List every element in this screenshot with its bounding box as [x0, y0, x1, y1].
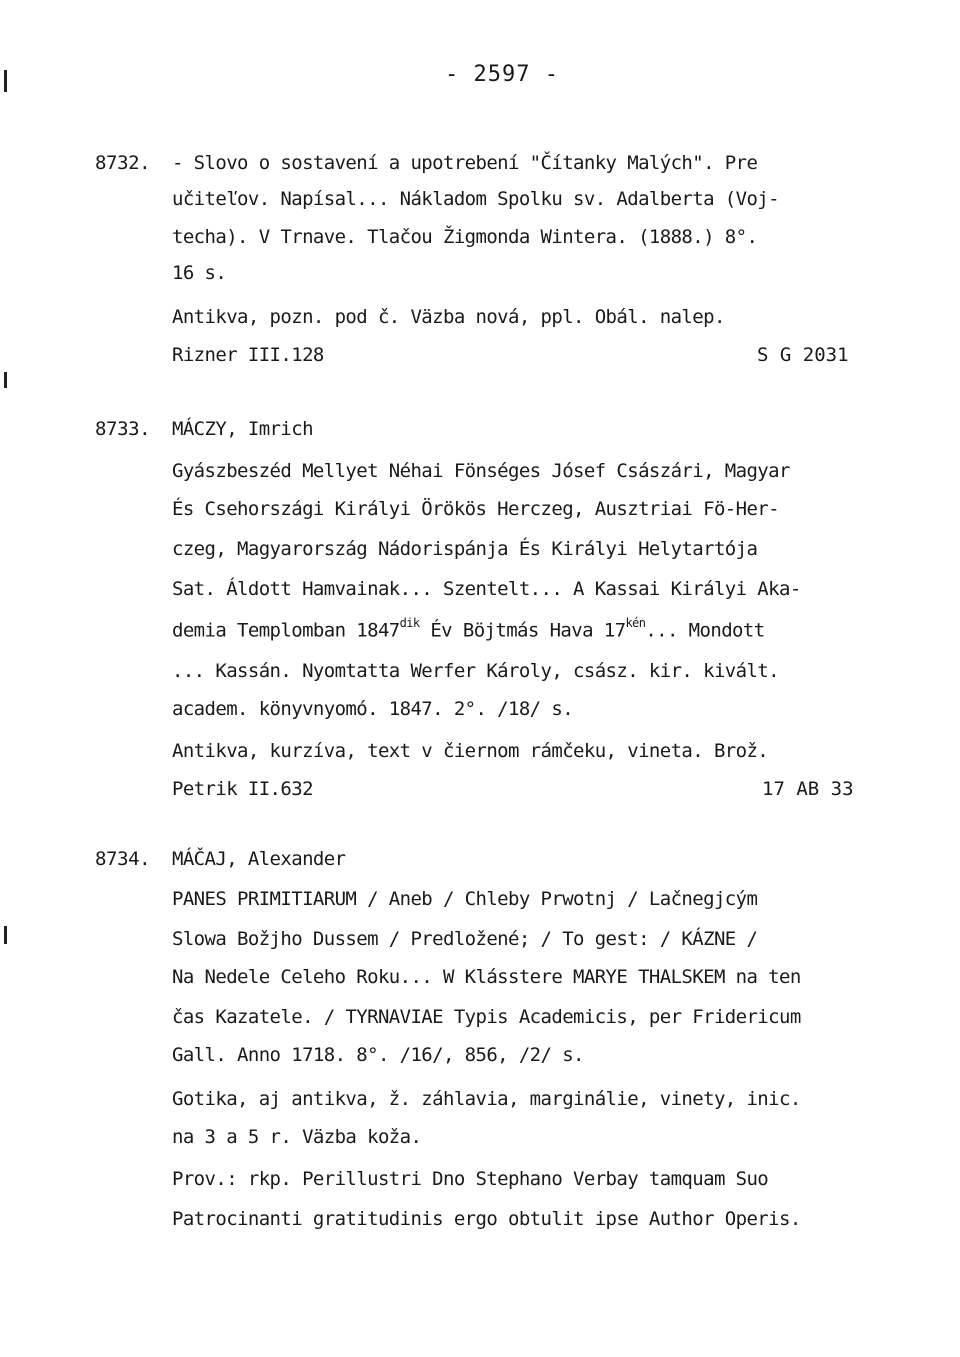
entry-line: czeg, Magyarország Nádorispánja És Királyi Helytartója	[172, 538, 758, 560]
entry-line: Antikva, kurzíva, text v čiernom rámčeku, vineta. Brož.	[172, 740, 769, 762]
superscript-ken: kén	[625, 616, 646, 630]
bibliographic-reference: Petrik II.632	[172, 778, 313, 800]
entry-author: MÁCZY, Imrich	[172, 418, 313, 440]
entry-line: učiteľov. Napísal... Nákladom Spolku sv. Adalberta (Voj-	[172, 188, 779, 210]
entry-line	[172, 618, 765, 641]
entry-line: 16 s.	[172, 262, 227, 284]
entry-line: academ. könyvnyomó. 1847. 2°. /18/ s.	[172, 698, 574, 720]
entry-line: És Csehországi Királyi Örökös Herczeg, Ausztriai Fö-Her-	[172, 498, 779, 520]
entry-line-part: ... Mondott	[645, 619, 765, 642]
scan-edge-mark	[4, 926, 7, 944]
shelf-signature: 17 AB 33	[762, 778, 854, 800]
entry-line: - Slovo o sostavení a upotrebení "Čítanky Malých". Pre	[172, 152, 758, 174]
entry-line: Slowa Božjho Dussem / Predložené; / To gest: / KÁZNE /	[172, 928, 758, 950]
entry-number: 8732.	[95, 152, 151, 174]
entry-number: 8733.	[95, 418, 151, 440]
entry-line: PANES PRIMITIARUM / Aneb / Chleby Prwotnj / Lačnegjcým	[172, 888, 758, 910]
scan-edge-mark	[4, 372, 7, 388]
entry-line: čas Kazatele. / TYRNAVIAE Typis Academicis, per Fridericum	[172, 1006, 801, 1028]
entry-line: ... Kassán. Nyomtatta Werfer Károly, csász. kir. kivált.	[172, 660, 779, 682]
entry-line: Gotika, aj antikva, ž. záhlavia, marginálie, vinety, inic.	[172, 1088, 801, 1110]
entry-line-part: demia Templomban 1847	[172, 619, 400, 642]
entry-line: techa). V Trnave. Tlačou Žigmonda Wintera. (1888.) 8°.	[172, 226, 758, 248]
entry-number: 8734.	[95, 848, 151, 870]
entry-line-part: Év Böjtmás Hava 17	[419, 619, 626, 642]
entry-line: Gyászbeszéd Mellyet Néhai Fönséges Jósef Császári, Magyar	[172, 460, 790, 482]
entry-line: Prov.: rkp. Perillustri Dno Stephano Verbay tamquam Suo	[172, 1168, 769, 1190]
entry-line: Patrocinanti gratitudinis ergo obtulit ipse Author Operis.	[172, 1208, 801, 1230]
page-number: - 2597 -	[445, 62, 559, 87]
bibliographic-reference: Rizner III.128	[172, 344, 324, 366]
entry-line: Antikva, pozn. pod č. Väzba nová, ppl. Obál. nalep.	[172, 306, 725, 328]
shelf-signature: S G 2031	[757, 344, 849, 366]
superscript-dik: dik	[399, 616, 420, 630]
entry-line: Sat. Áldott Hamvainak... Szentelt... A Kassai Királyi Aka-	[172, 578, 801, 600]
entry-line: Gall. Anno 1718. 8°. /16/, 856, /2/ s.	[172, 1044, 584, 1066]
scan-edge-mark	[4, 70, 7, 92]
entry-line: Na Nedele Celeho Roku... W Klásstere MARYE THALSKEM na ten	[172, 966, 801, 988]
entry-author: MÁČAJ, Alexander	[172, 848, 346, 870]
entry-line: na 3 a 5 r. Väzba koža.	[172, 1126, 422, 1148]
